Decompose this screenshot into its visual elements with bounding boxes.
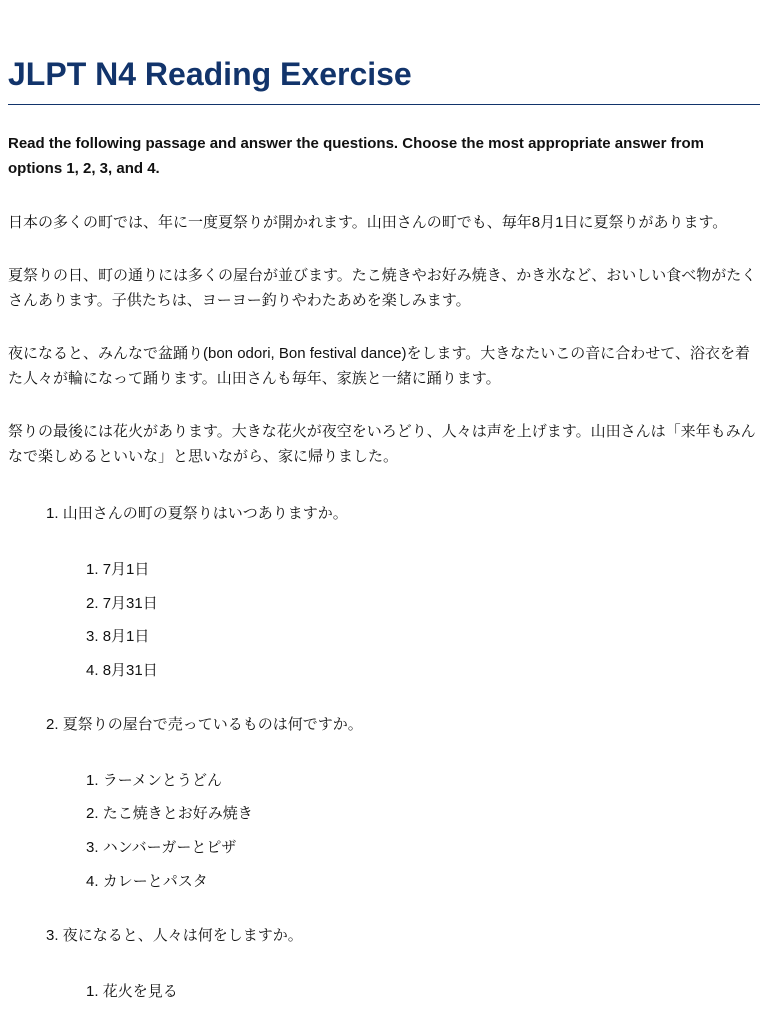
passage-paragraph-4: 祭りの最後には花火があります。大きな花火が夜空をいろどり、人々は声を上げます。山田さんは「来年もみんなで楽しめるといいな」と思いながら、家に帰りました。 bbox=[8, 423, 756, 465]
option-number: 4. bbox=[86, 661, 99, 679]
question-3 bbox=[46, 923, 760, 1004]
option-number: 1. bbox=[86, 771, 99, 789]
option-number: 2. bbox=[86, 805, 99, 823]
answer-option[interactable] bbox=[86, 801, 760, 826]
page-title: JLPT N4 Reading Exercise bbox=[8, 0, 760, 105]
answer-option[interactable] bbox=[86, 658, 760, 683]
answer-option[interactable] bbox=[86, 557, 760, 582]
option-number: 3. bbox=[86, 838, 99, 856]
answer-options bbox=[46, 979, 760, 1004]
page bbox=[8, 0, 760, 1033]
option-text: ラーメンとうどん bbox=[102, 771, 222, 789]
option-text: 花火を見る bbox=[102, 982, 178, 1000]
option-text: たこ焼きとお好み焼き bbox=[102, 805, 253, 823]
option-text: カレーとパスタ bbox=[102, 872, 208, 890]
option-text: ハンバーガーとピザ bbox=[102, 838, 237, 856]
answer-option[interactable] bbox=[86, 979, 760, 1004]
option-number: 4. bbox=[86, 872, 99, 890]
passage-paragraph-3: 夜になると、みんなで盆踊り(bon odori, Bon festival dance)をします。大きなたいこの音に合わせて、浴衣を着た人々が輪になって踊ります。山田さんも毎年、家族と一緒に踊ります。 bbox=[8, 345, 750, 387]
question-text: 山田さんの町の夏祭りはいつありますか。 bbox=[62, 505, 348, 522]
option-number: 2. bbox=[86, 594, 99, 612]
answer-option[interactable] bbox=[86, 768, 760, 793]
option-text: 7月1日 bbox=[102, 561, 150, 578]
question-number: 2. bbox=[46, 715, 59, 733]
answer-option[interactable] bbox=[86, 835, 760, 860]
question-1 bbox=[46, 501, 760, 683]
answer-option[interactable] bbox=[86, 869, 760, 894]
answer-options bbox=[46, 557, 760, 683]
answer-option[interactable] bbox=[86, 591, 760, 616]
question-text: 夜になると、人々は何をしますか。 bbox=[62, 926, 303, 944]
instructions: Read the following passage and answer the questions. Choose the most appropriate answer from options 1, 2, 3, and 4. bbox=[8, 135, 704, 177]
question-text: 夏祭りの屋台で売っているものは何ですか。 bbox=[62, 715, 363, 733]
passage-paragraph-2: 夏祭りの日、町の通りには多くの屋台が並びます。たこ焼きやお好み焼き、かき氷など、おいしい食べ物がたくさんあります。子供たちは、ヨーヨー釣りやわたあめを楽しみます。 bbox=[8, 267, 757, 309]
answer-option[interactable] bbox=[86, 624, 760, 649]
option-text: 7月31日 bbox=[102, 594, 158, 612]
question-number: 3. bbox=[46, 926, 59, 944]
option-text: 8月1日 bbox=[102, 628, 150, 646]
question-list bbox=[8, 501, 760, 1004]
option-number: 3. bbox=[86, 628, 99, 646]
option-number: 1. bbox=[86, 982, 99, 1000]
answer-options bbox=[46, 768, 760, 894]
passage-paragraph-1: 日本の多くの町では、年に一度夏祭りが開かれます。山田さんの町でも、毎年8月1日に夏祭りがあります。 bbox=[8, 214, 728, 231]
option-number: 1. bbox=[86, 561, 99, 578]
reading-passage bbox=[8, 210, 760, 469]
option-text: 8月31日 bbox=[102, 661, 158, 679]
question-2 bbox=[46, 712, 760, 894]
question-number: 1. bbox=[46, 505, 59, 522]
